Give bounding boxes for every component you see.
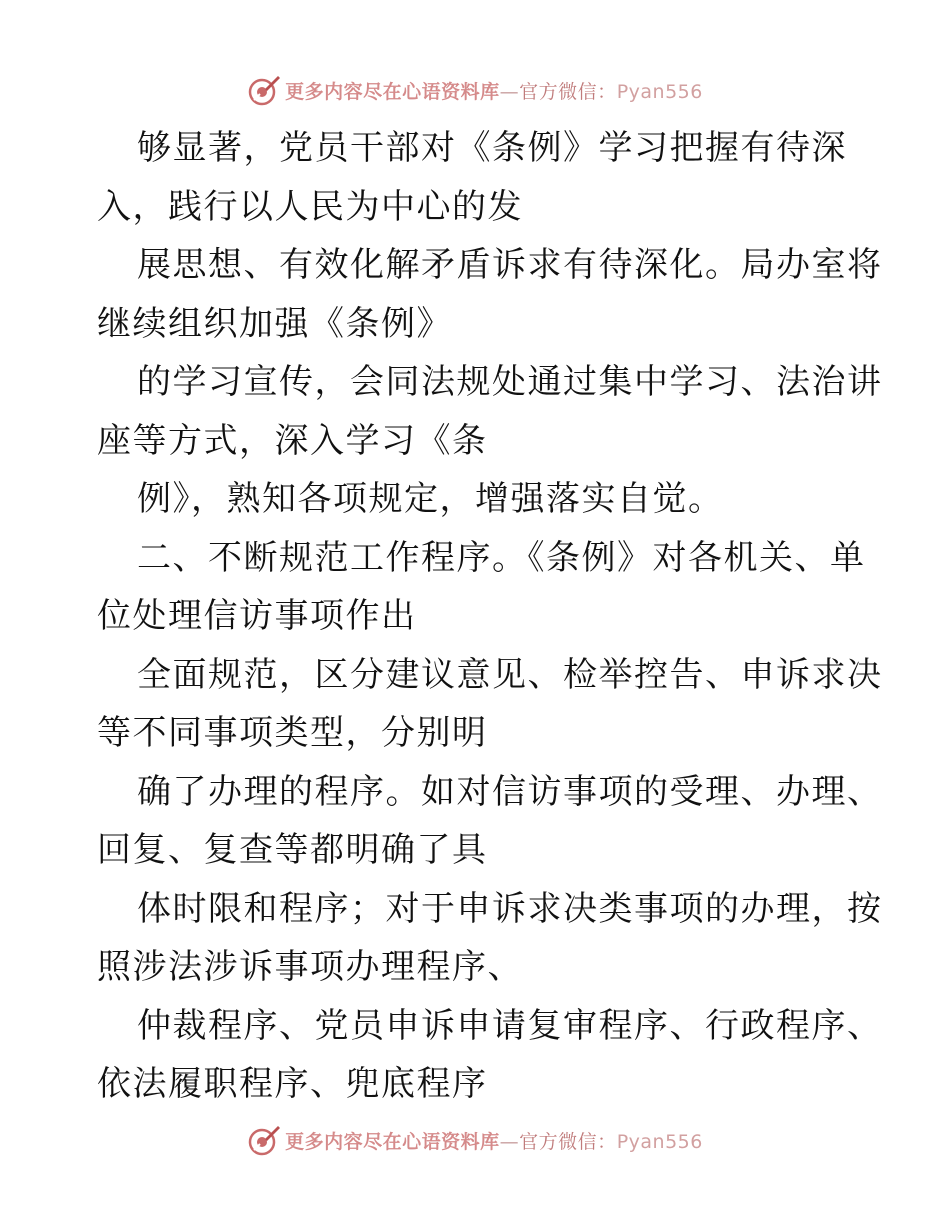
body-line: 例》，熟知各项规定，增强落实自觉。: [137, 479, 724, 519]
body-line: 依法履职程序、兜底程序: [97, 1064, 488, 1104]
body-line: 确了办理的程序。如对信访事项的受理、办理、: [137, 771, 883, 812]
body-line: 入，践行以人民为中心的发: [97, 186, 523, 227]
quill-pen-icon: [247, 1123, 281, 1157]
watermark-wechat-id: Pyan556: [616, 80, 703, 103]
watermark-separator: —: [499, 1130, 520, 1153]
body-line: 继续组织加强《条例》: [97, 303, 452, 344]
watermark-wechat-label: 官方微信：: [519, 80, 617, 103]
body-line: 照涉法涉诉事项办理程序、: [97, 947, 523, 987]
body-line: 够显著，党员干部对《条例》学习把握有待深: [137, 128, 847, 168]
body-line: 仲裁程序、党员申诉申请复审程序、行政程序、: [137, 1005, 883, 1046]
watermark-wechat-label: 官方微信：: [519, 1130, 617, 1153]
body-line: 位处理信访事项作出: [97, 596, 417, 636]
header-watermark: [0, 70, 950, 110]
watermark-main-text: 更多内容尽在心语资料库: [285, 1130, 500, 1153]
section-heading-line: 二、不断规范工作程序。《条例》对各机关、单: [137, 537, 866, 578]
document-body: [97, 119, 883, 1114]
body-line: 等不同事项类型，分别明: [97, 713, 488, 753]
watermark-separator: —: [499, 80, 520, 103]
body-line: 的学习宣传，会同法规处通过集中学习、法治讲: [137, 362, 883, 402]
watermark-main-text: 更多内容尽在心语资料库: [285, 80, 500, 103]
footer-watermark: [0, 1120, 950, 1160]
quill-pen-icon: [247, 73, 281, 107]
body-line: 回复、复查等都明确了具: [97, 830, 488, 870]
body-line: 体时限和程序；对于申诉求决类事项的办理，按: [137, 888, 883, 929]
watermark-wechat-id: Pyan556: [616, 1130, 703, 1153]
body-line: 座等方式，深入学习《条: [97, 420, 488, 461]
body-line: 展思想、有效化解矛盾诉求有待深化。局办室将: [137, 245, 883, 285]
body-line: 全面规范，区分建议意见、检举控告、申诉求决: [137, 654, 883, 695]
